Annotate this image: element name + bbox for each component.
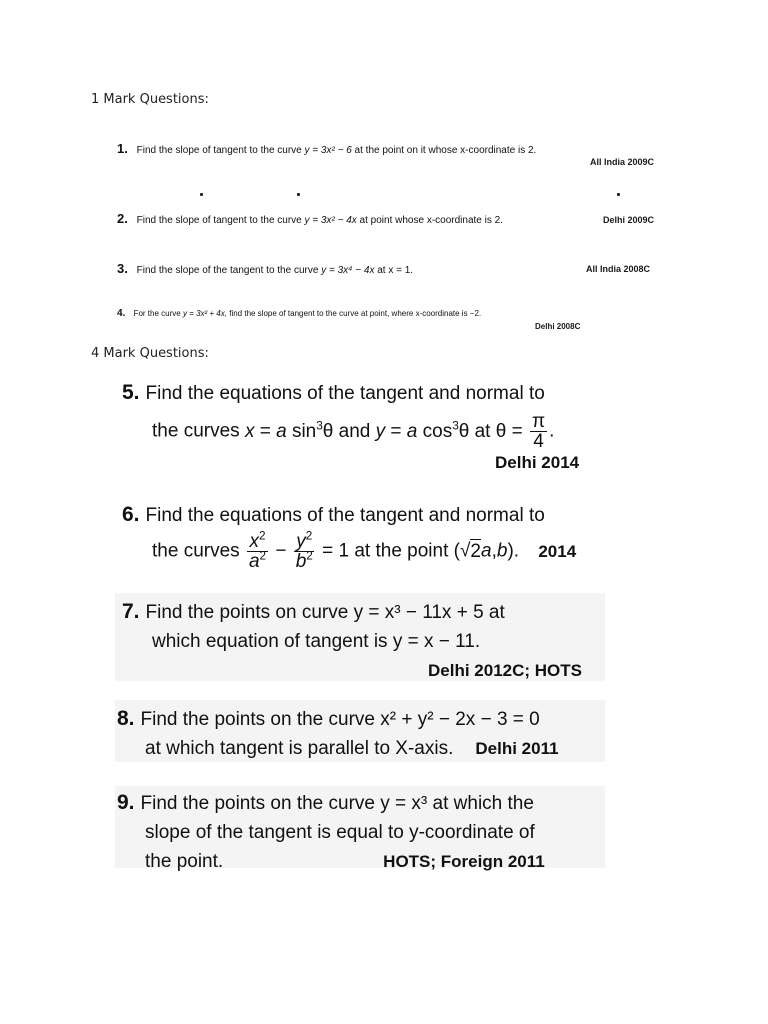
question-1: 1. Find the slope of tangent to the curve y = 3x² − 6 at the point on it whose x-coordinate is 2. <box>117 141 537 156</box>
fraction-y2-over-b2: $\frac{y^2}{b^2}$ <box>295 529 313 572</box>
question-6: 6. Find the equations of the tangent and normal to the curves $\frac{x^2}{a^2}$ − $\frac{y^2}{b^2}$ = 1 at the point (√2a,b). 2014 <box>122 503 577 572</box>
scan-speck <box>297 193 300 196</box>
equation-curves: x = a $\sin^3\theta$ and y = a $\cos^3\theta$ at θ = <box>244 418 523 442</box>
point-expression: (√2a,b). <box>453 540 520 562</box>
fraction-x2-over-a2: $\frac{x^2}{a^2}$ <box>248 529 267 572</box>
fraction-pi-over-4: $\frac{\pi}{4}$ <box>531 411 546 452</box>
question-4: 4. For the curve y = 3x² + 4x, find the slope of tangent to the curve at point, where x-coordinate is −2. <box>117 308 482 319</box>
question-5-source: Delhi 2014 <box>495 453 580 472</box>
question-7: 7. Find the points on curve y = x³ − 11x + 5 at which equation of tangent is y = x − 11. Delhi 2012C; HOTS <box>122 600 582 680</box>
question-2-source: Delhi 2009C <box>603 215 655 225</box>
scan-speck <box>200 193 203 196</box>
question-2: 2. Find the slope of tangent to the curve y = 3x² − 4x at point whose x-coordinate is 2. <box>117 211 503 226</box>
heading-1-mark: 1 Mark Questions: <box>91 92 209 107</box>
question-4-source: Delhi 2008C <box>535 322 581 331</box>
question-3-source: All India 2008C <box>586 264 651 274</box>
question-5: 5. Find the equations of the tangent and normal to the curves x = a $\sin^3\theta$ and y = a $\cos^3\theta$ at θ = $\frac{\pi}{4}$ . <box>122 381 555 452</box>
scan-speck <box>617 193 620 196</box>
question-1-source: All India 2009C <box>590 157 655 167</box>
heading-4-mark: 4 Mark Questions: <box>91 346 209 361</box>
question-9: 9. Find the points on the curve y = x³ at which the slope of the tangent is equal to y-coordinate of the point. HOTS; Foreign 2011 <box>117 791 545 872</box>
question-8: 8. Find the points on the curve x² + y² − 2x − 3 = 0 at which tangent is parallel to X-axis. Delhi 2011 <box>117 707 559 759</box>
question-3: 3. Find the slope of the tangent to the curve y = 3x⁴ − 4x at x = 1. <box>117 261 414 276</box>
